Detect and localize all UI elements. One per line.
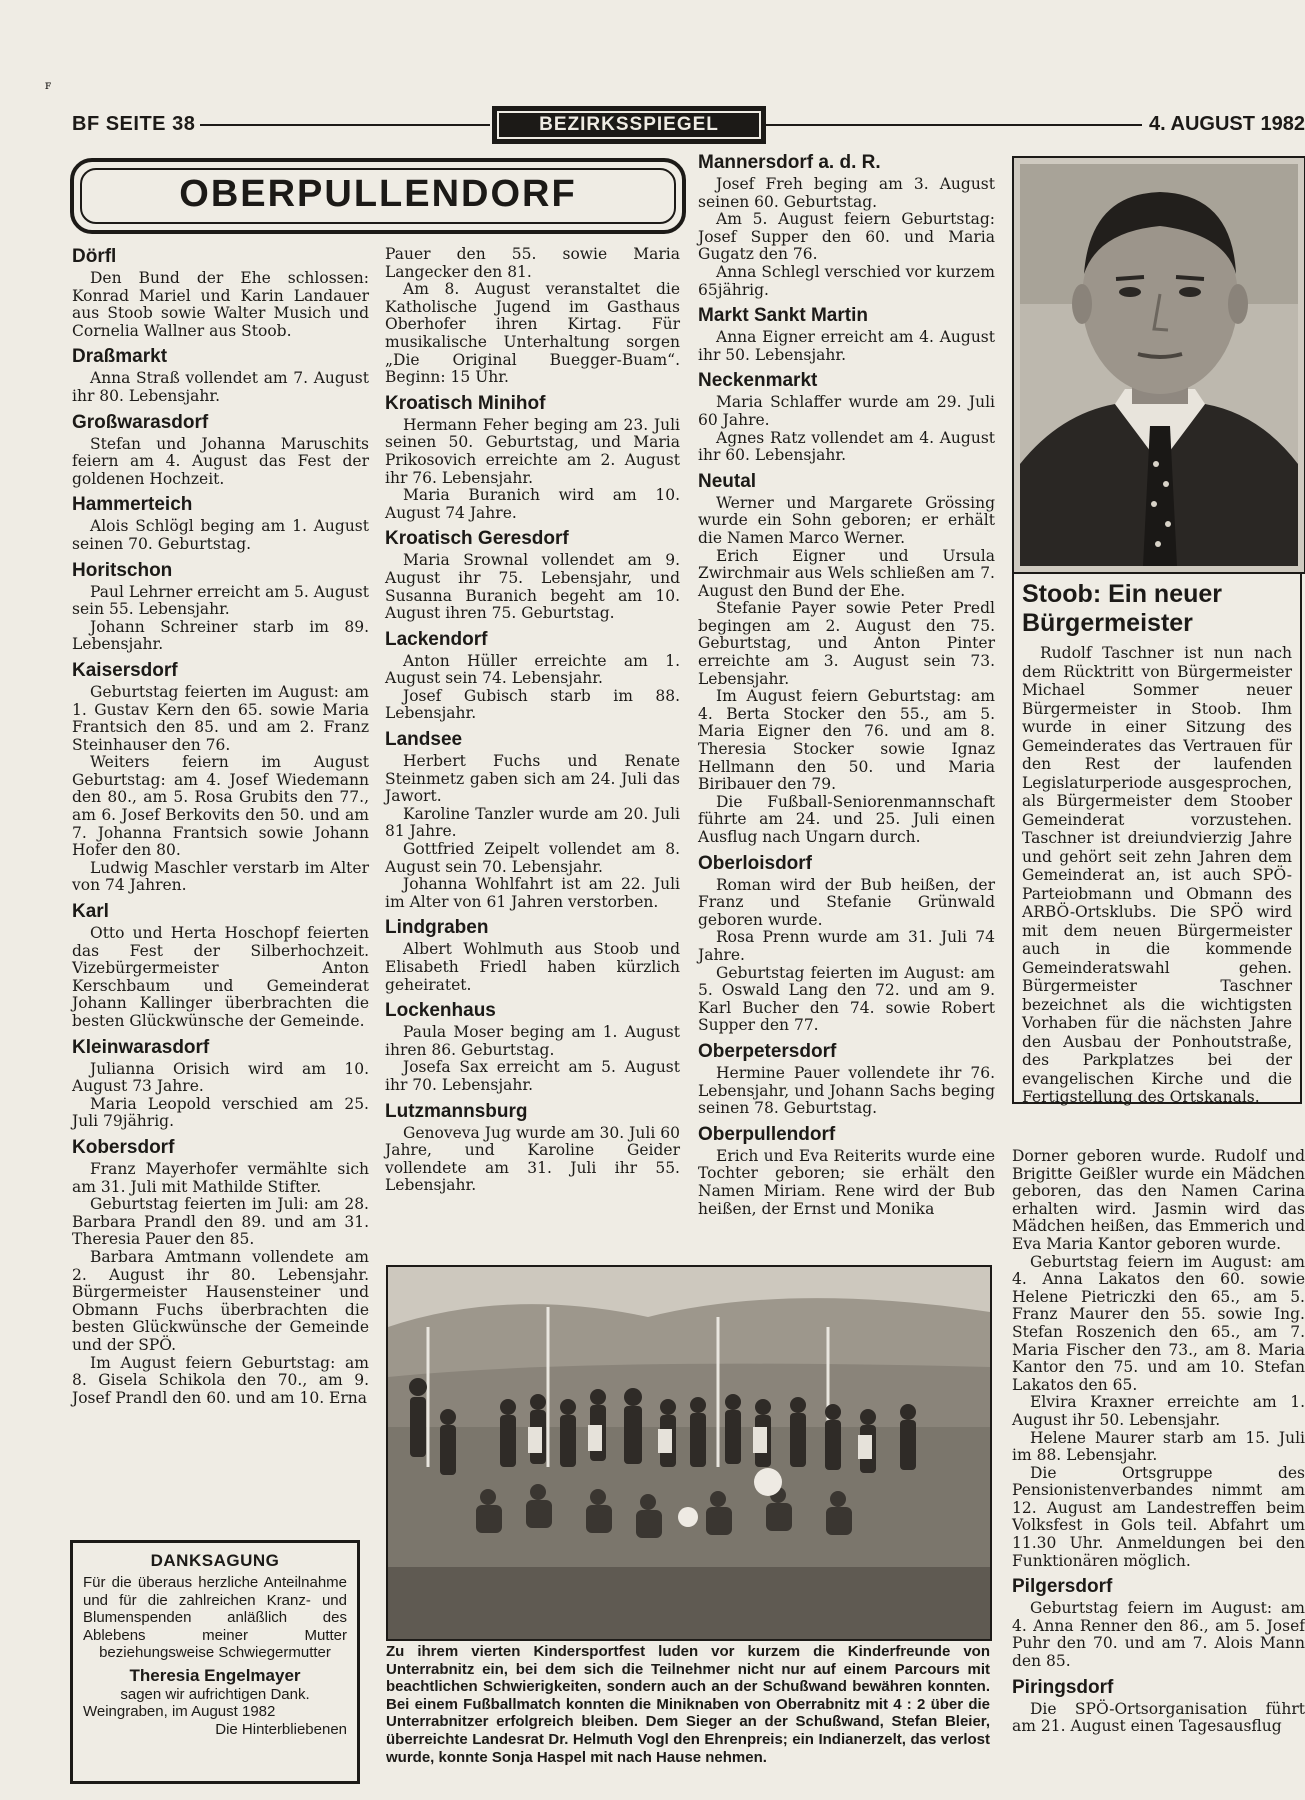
notice-signature: Die Hinterbliebenen <box>215 1721 347 1738</box>
notice-name: Theresia Engelmayer <box>129 1665 301 1685</box>
locality-heading: Draßmarkt <box>72 346 168 368</box>
news-column-3 <box>698 152 995 1218</box>
news-paragraph: Erich Eigner und Ursula Zwirchmair aus Wels schließen am 7. August den Bund der Ehe. <box>698 546 995 600</box>
locality-heading: Lindgraben <box>385 917 489 939</box>
news-paragraph: Geburtstag feierten im August: am 1. Gustav Kern den 65. sowie Maria Frantsich den 85. und am 2. Franz Steinhauser den 76. <box>72 682 369 754</box>
news-paragraph: Hermann Feher beging am 23. Juli seinen 50. Geburtstag, und Maria Prikosovich erreichte am 2. August ihr 76. Lebensjahr. <box>385 415 680 487</box>
locality-heading: Oberloisdorf <box>698 852 813 874</box>
news-paragraph: Herbert Fuchs und Renate Steinmetz gaben sich am 24. Juli das Jawort. <box>385 752 680 806</box>
locality-heading: Oberpetersdorf <box>698 1040 837 1062</box>
news-paragraph: Johann Schreiner starb im 89. Lebensjahr. <box>72 617 369 654</box>
issue-date: 4. AUGUST 1982 <box>1149 113 1305 135</box>
locality-heading: Dörfl <box>72 246 117 267</box>
news-paragraph: Erich und Eva Reiterits wurde eine Tochter geboren; sie erhält den Namen Miriam. Rene wird der Bub heißen, der Ernst und Monika <box>698 1146 995 1218</box>
news-paragraph: Julianna Orisich wird am 10. August 73 Jahre. <box>72 1059 369 1096</box>
group-photo-image <box>388 1267 990 1639</box>
news-paragraph: Alois Schlögl beging am 1. August seinen 70. Geburtstag. <box>72 517 369 553</box>
locality-heading: Kleinwarasdorf <box>72 1036 210 1058</box>
news-column-1 <box>72 246 369 1407</box>
news-paragraph: Die Ortsgruppe des Pensionistenverbandes nimmt am 12. August am Landestreffen beim Volksfest in Gols teil. Abfahrt um 11.30 Uhr. Anmeldungen bei den Funktionären möglich. <box>1012 1463 1305 1570</box>
news-paragraph: Weiters feiern im August Geburtstag: am 4. Josef Wiedemann den 80., am 5. Rosa Grubits den 77., am 6. Josef Berkovits den 50. und am 7. Johanna Frantsich sowie Johann Hofer den 80. <box>72 753 369 860</box>
news-paragraph: Ludwig Maschler verstarb im Alter von 74 Jahren. <box>72 858 369 895</box>
news-paragraph: Stefanie Payer sowie Peter Predl begingen am 2. August den 75. Geburtstag, und Anton Pinter erreichte am 3. August sein 73. Lebensjahr. <box>698 599 995 688</box>
news-paragraph: Genoveva Jug wurde am 30. Juli 60 Jahre, und Karoline Geider vollendete am 31. Juli ihr 55. Lebensjahr. <box>385 1123 680 1195</box>
notice-text: Für die überaus herzliche Anteilnahme und für die zahlreichen Kranz- und Blumenspenden anläßlich des Ablebens meiner Mutter beziehungsweise Schwiegermutter <box>83 1574 347 1661</box>
locality-heading: Kaisersdorf <box>72 659 178 681</box>
district-title-box <box>70 158 686 234</box>
news-paragraph: Roman wird der Bub heißen, der Franz und Stefanie Grünwald geboren wurde. <box>698 875 995 929</box>
notice-heading: DANKSAGUNG <box>150 1551 280 1570</box>
news-paragraph: Geburtstag feierten im August: am 5. Oswald Lang den 72. und am 9. Karl Bucher den 74. sowie Robert Supper den 77. <box>698 963 995 1035</box>
news-paragraph: Am 8. August veranstaltet die Katholische Jugend im Gasthaus Oberhofer ihren Kirtag. Für musikalische Unterhaltung sorgen „Die Original Buegger-Buam“. Beginn: 15 Uhr. <box>385 280 680 387</box>
notice-thanks-line: sagen wir aufrichtigen Dank. <box>120 1685 310 1703</box>
news-paragraph: Johanna Wohlfahrt ist am 22. Juli im Alter von 61 Jahren verstorben. <box>385 875 680 911</box>
news-column-2 <box>385 246 680 1195</box>
locality-heading: Kroatisch Minihof <box>385 392 546 414</box>
locality-heading: Neckenmarkt <box>698 370 818 392</box>
mayor-portrait-photo <box>1012 156 1305 574</box>
news-paragraph: Geburtstag feierten im Juli: am 28. Barbara Prandl den 89. und am 31. Theresia Pauer den 85. <box>72 1195 369 1249</box>
news-paragraph: Geburtstag feiern im August: am 4. Anna Lakatos den 60. sowie Helene Pietriczki den 65., am 5. Franz Maurer den 55. sowie Ing. Stefan Roszenich den 65., am 7. Maria Fischer den 73., am 8. Maria Kantor den 75. und am 10. Stefan Lakatos den 65. <box>1012 1252 1305 1394</box>
article-continuation: Pauer den 55. sowie Maria Langecker den 81. <box>385 245 680 281</box>
news-paragraph: Am 5. August feiern Geburtstag: Josef Supper den 60. und Maria Gugatz den 76. <box>698 210 995 264</box>
news-paragraph: Den Bund der Ehe schlossen: Konrad Mariel und Karin Landauer aus Stoob sowie Walter Musich und Cornelia Wallner aus Stoob. <box>72 269 369 340</box>
news-paragraph: Franz Mayerhofer vermählte sich am 31. Juli mit Mathilde Stifter. <box>72 1159 369 1196</box>
locality-heading: Markt Sankt Martin <box>698 305 868 327</box>
news-paragraph: Maria Buranich wird am 10. August 74 Jahre. <box>385 486 680 522</box>
news-paragraph: Werner und Margarete Grössing wurde ein Sohn geboren; er erhält die Namen Marco Werner. <box>698 493 995 547</box>
news-paragraph: Die SPÖ-Ortsorganisation führt am 21. August einen Tagesausflug <box>1012 1699 1305 1736</box>
mayor-article-text: Rudolf Taschner ist nun nach dem Rücktritt von Bürgermeister Michael Sommer neuer Bürgermeister in Stoob. Ihm wurde in einer Sitzung des Gemeinderates das Vertrauen für den Rest der laufenden Legislaturperiode ausgesprochen, als Bürgermeister dem Stoober Gemeinderat vorzustehen. Taschner ist dreiundvierzig Jahre und gehört seit zehn Jahren dem Gemeinderat an, ist auch SPÖ-Parteiobmann und Obmann des ARBÖ-Ortsklubs. Die SPÖ wird mit dem neuen Bürgermeister auch in die kommende Gemeinderatswahl gehen. Bürgermeister Taschner bezeichnet als die wichtigsten Vorhaben für die nächsten Jahre den Ausbau der Ponhoutstraße, des Parkplatzes bei der evangelischen Kirche und die Fertigstellung des Ortskanals. <box>1022 644 1292 1106</box>
locality-heading: Mannersdorf a. d. R. <box>698 152 881 173</box>
mayor-article-headline: Stoob: Ein neuer Bürgermeister <box>1022 580 1222 637</box>
news-paragraph: Gottfried Zeipelt vollendet am 8. August sein 70. Lebensjahr. <box>385 840 680 876</box>
news-paragraph: Anna Eigner erreicht am 4. August ihr 50. Lebensjahr. <box>698 328 995 364</box>
locality-heading: Landsee <box>385 729 463 751</box>
portrait-image <box>1020 164 1298 566</box>
locality-heading: Lockenhaus <box>385 1000 496 1022</box>
locality-heading: Hammerteich <box>72 494 193 516</box>
header-rule-right <box>762 124 1142 126</box>
news-paragraph: Barbara Amtmann vollendete am 2. August ihr 80. Lebensjahr. Bürgermeister Hausensteiner und Obmann Fuchs überbrachten die besten Glückwünsche der Gemeinde und der SPÖ. <box>72 1247 369 1354</box>
mayor-article-box <box>1012 574 1302 1104</box>
locality-heading: Pilgersdorf <box>1012 1576 1113 1598</box>
photo-caption: Zu ihrem vierten Kindersportfest luden vor kurzem die Kinderfreunde von Unterrabnitz ein, bei dem sich die Teilnehmer nicht nur auf einem Parcours mit beachtlichen Schwierigkeiten, sondern auch an der Schußwand bewähren konnten. Bei einem Fußballmatch konnten die Miniknaben von Oberrabnitz mit 4 : 2 über die Unterrabnitzer erfolgreich bleiben. Dem Sieger an der Schußwand, Stefan Bleier, überreichte Landesrat Dr. Helmuth Vogl den Ehrenpreis; ein Indianerzelt, das verlost wurde, konnte Sonja Haspel mit nach Hause nehmen. <box>386 1643 990 1766</box>
header-rule-left <box>200 124 490 126</box>
news-paragraph: Maria Leopold verschied am 25. Juli 79jährig. <box>72 1094 369 1131</box>
section-badge-label: BEZIRKSSPIEGEL <box>497 111 761 139</box>
locality-heading: Oberpullendorf <box>698 1123 836 1145</box>
obituary-thanks-notice <box>70 1540 360 1784</box>
news-paragraph: Paul Lehrner erreicht am 5. August sein 55. Lebensjahr. <box>72 582 369 619</box>
locality-heading: Neutal <box>698 470 757 492</box>
notice-place-date: Weingraben, im August 1982 <box>83 1703 276 1720</box>
page-label: BF SEITE 38 <box>72 113 196 135</box>
news-column-4 <box>1012 1148 1305 1736</box>
news-paragraph: Anna Schlegl verschied vor kurzem 65jährig. <box>698 262 995 299</box>
news-paragraph: Maria Schlaffer wurde am 29. Juli 60 Jahre. <box>698 393 995 429</box>
children-sports-festival-photo <box>386 1265 992 1641</box>
news-paragraph: Anton Hüller erreichte am 1. August sein 74. Lebensjahr. <box>385 651 680 688</box>
news-paragraph: Karoline Tanzler wurde am 20. Juli 81 Jahre. <box>385 804 680 841</box>
news-paragraph: Paula Moser beging am 1. August ihren 86. Geburtstag. <box>385 1023 680 1059</box>
district-title: OBERPULLENDORF <box>80 168 676 224</box>
article-continuation: Dorner geboren wurde. Rudolf und Brigitte Geißler wurde ein Mädchen geboren, das den Namen Carina erhalten wird. Jasmin wird das Mädchen heißen, das Emmerich und Eva Maria Kantor geboren wurde. <box>1012 1147 1305 1253</box>
locality-heading: Kobersdorf <box>72 1136 175 1158</box>
locality-heading: Karl <box>72 901 109 923</box>
news-paragraph: Die Fußball-Seniorenmannschaft führte am 24. und 25. Juli einen Ausflug nach Ungarn durch. <box>698 792 995 846</box>
locality-heading: Piringsdorf <box>1012 1676 1114 1698</box>
news-paragraph: Josefa Sax erreicht am 5. August ihr 70. Lebensjahr. <box>385 1058 680 1094</box>
news-paragraph: Anna Straß vollendet am 7. August ihr 80. Lebensjahr. <box>72 369 369 405</box>
news-paragraph: Geburtstag feiern im August: am 4. Anna Renner den 86., am 5. Josef Puhr den 70. und am 7. Alois Mann den 85. <box>1012 1599 1305 1671</box>
section-badge <box>492 106 766 144</box>
stray-mark: ꜰ <box>45 78 52 92</box>
news-paragraph: Maria Srownal vollendet am 9. August ihr 75. Lebensjahr, und Susanna Buranich begeht am 10. August ihren 75. Geburtstag. <box>385 551 680 623</box>
news-paragraph: Josef Freh beging am 3. August seinen 60. Geburtstag. <box>698 175 995 211</box>
news-paragraph: Stefan und Johanna Maruschits feiern am 4. August das Fest der goldenen Hochzeit. <box>72 434 369 488</box>
locality-heading: Lutzmannsburg <box>385 1100 528 1122</box>
news-paragraph: Albert Wohlmuth aus Stoob und Elisabeth Friedl haben kürzlich geheiratet. <box>385 940 680 994</box>
locality-heading: Lackendorf <box>385 628 488 650</box>
news-paragraph: Im August feiern Geburtstag: am 8. Gisela Schikola den 70., am 9. Josef Prandl den 60. und am 10. Erna <box>72 1353 369 1407</box>
news-paragraph: Helene Maurer starb am 15. Juli im 88. Lebensjahr. <box>1012 1428 1305 1465</box>
locality-heading: Großwarasdorf <box>72 411 209 433</box>
news-paragraph: Hermine Pauer vollendete ihr 76. Lebensjahr, und Johann Sachs beging seinen 78. Geburtstag. <box>698 1063 995 1118</box>
news-paragraph: Im August feiern Geburtstag: am 4. Berta Stocker den 55., am 5. Maria Eigner den 76. und am 8. Theresia Stocker sowie Ignaz Hellmann den 50. und Maria Biribauer den 79. <box>698 687 995 794</box>
news-paragraph: Otto und Herta Hoschopf feierten das Fest der Silberhochzeit. Vizebürgermeister Anton Kerschbaum und Gemeinderat Johann Kallinger überbrachten die besten Glückwünsche der Gemeinde. <box>72 924 369 1030</box>
locality-heading: Horitschon <box>72 559 173 581</box>
news-paragraph: Elvira Kraxner erreichte am 1. August ihr 50. Lebensjahr. <box>1012 1393 1305 1429</box>
news-paragraph: Agnes Ratz vollendet am 4. August ihr 60. Lebensjahr. <box>698 428 995 465</box>
news-paragraph: Josef Gubisch starb im 88. Lebensjahr. <box>385 686 680 723</box>
news-paragraph: Rosa Prenn wurde am 31. Juli 74 Jahre. <box>698 928 995 964</box>
locality-heading: Kroatisch Geresdorf <box>385 528 569 550</box>
